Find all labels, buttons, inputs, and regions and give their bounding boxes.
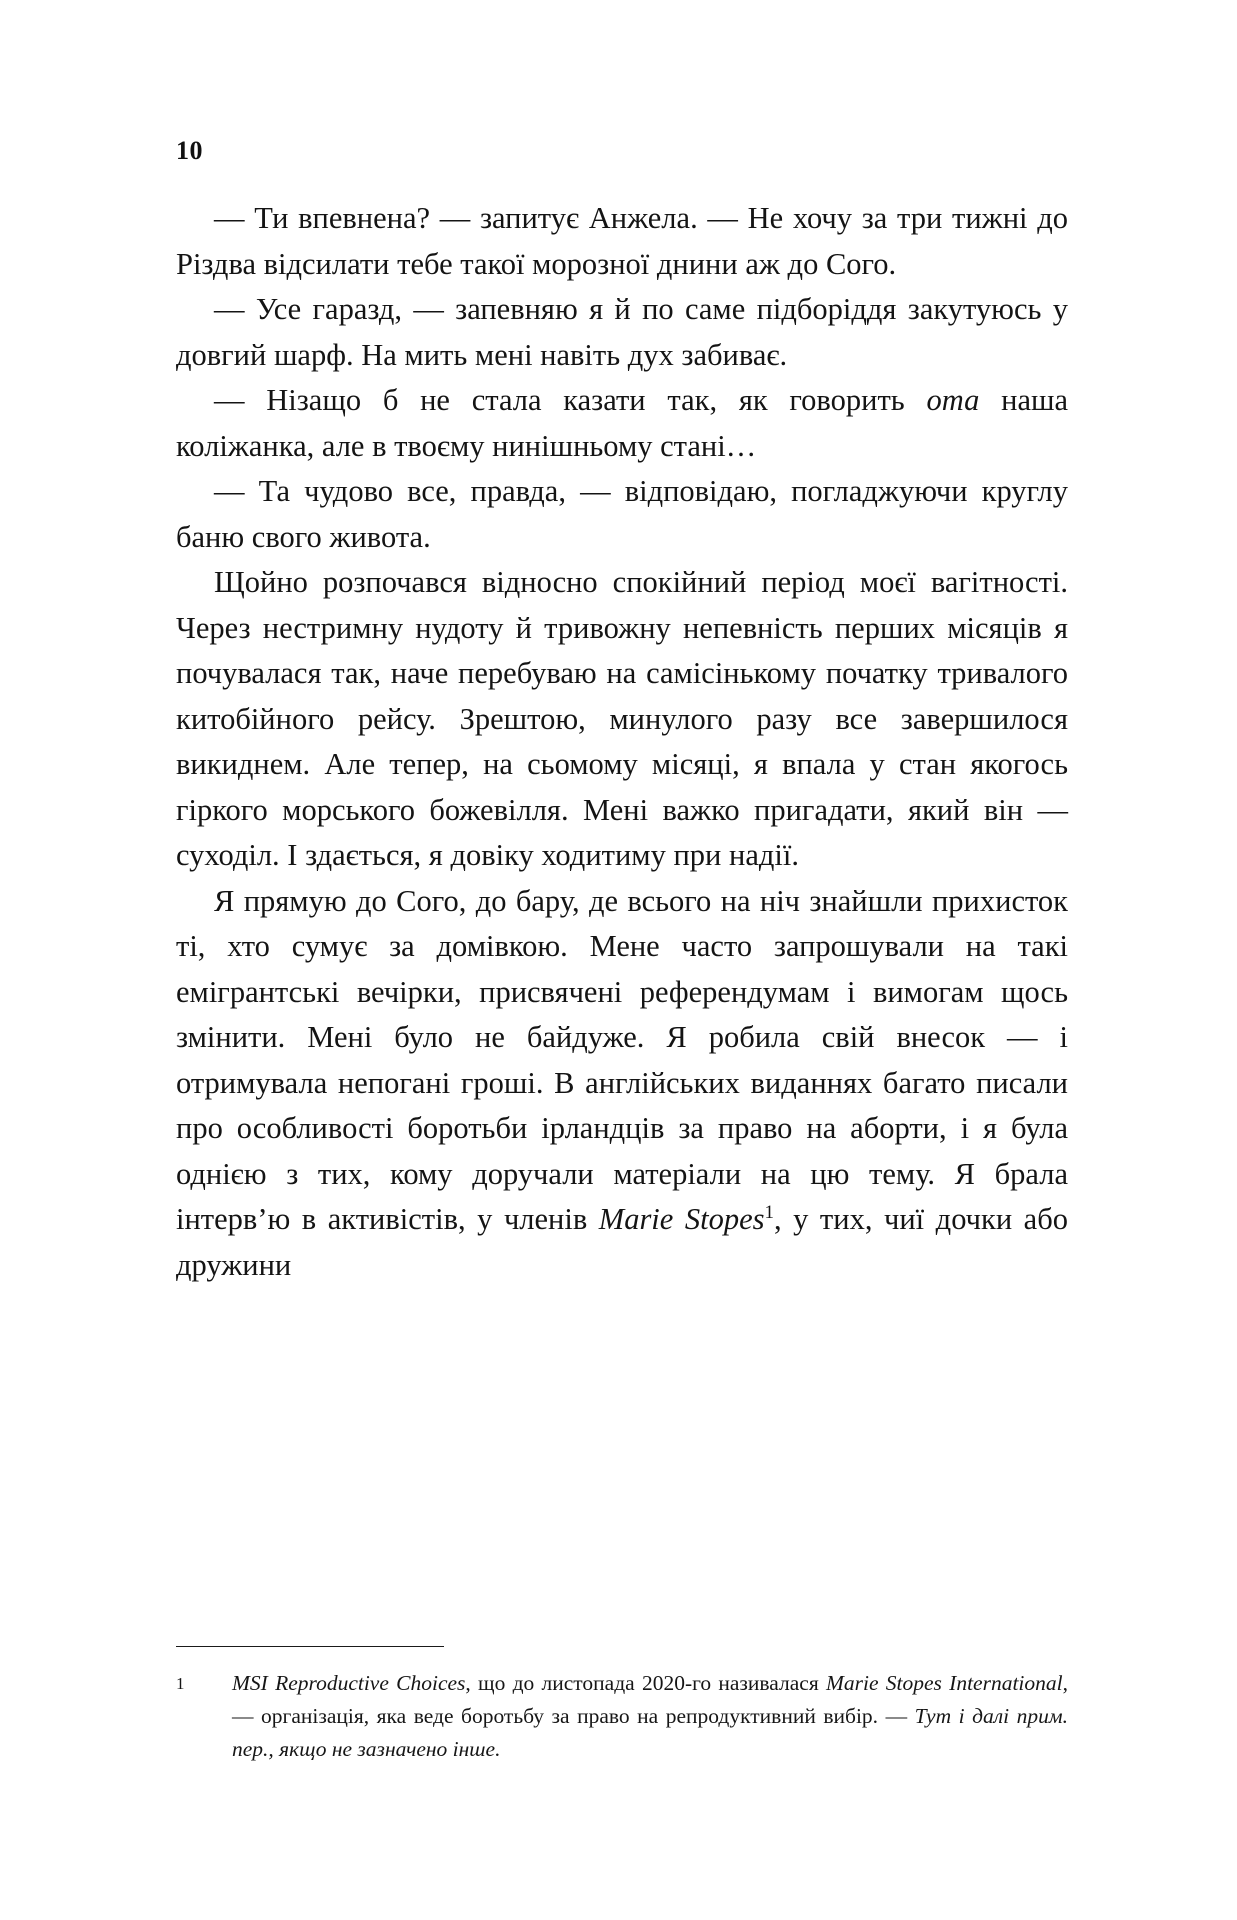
emphasis-text: MSI Reproductive Choices: [232, 1671, 466, 1695]
paragraph: [176, 287, 1068, 378]
paragraph: [176, 879, 1068, 1289]
text-run: Щойно розпочався відносно спокійний період моєї вагітності. Через нестримну нудоту й тривожну непевність перших місяців я почувалася так, наче перебуваю на самісінькому початку тривалого китобійного рейсу. Зрештою, минулого разу все завершилося викиднем. Але тепер, на сьомому місяці, я впала у стан якогось гіркого морського божевілля. Мені важко пригадати, який він — суходіл. І здається, я довіку ходитиму при надії.: [176, 565, 1068, 872]
text-run: , у тих, чиї дочки або дружини: [176, 1202, 1068, 1282]
page-number: 10: [176, 136, 203, 165]
footnote-list: [176, 1667, 1068, 1766]
text-run: — Та чудово все, правда, — відповідаю, погладжуючи круглу баню свого живота.: [176, 474, 1068, 554]
footnote-area: [176, 1646, 1068, 1766]
paragraph: [176, 560, 1068, 879]
footnote-separator: [176, 1646, 444, 1647]
paragraph: [176, 196, 1068, 287]
text-run: Я прямую до Сого, до бару, де всього на ніч знайшли прихисток ті, хто сумує за домівкою. Мене часто запрошували на такі емігрантські вечірки, присвячені референдумам і вимогам щось змінити. Мені було не байдуже. Я робила свій внесок — і отримувала непогані гроші. В англійських виданнях багато писали про особливості боротьби ірландців за право на аборти, і я була однією з тих, кому доручали матеріали на цю тему. Я брала інтерв’ю в активістів, у членів: [176, 883, 1068, 1236]
paragraph: [176, 378, 1068, 469]
emphasis-text: ота: [926, 383, 980, 417]
body-text: [176, 196, 1068, 1288]
text-run: , — організація, яка веде боротьбу за право на репродуктивний вибір. —: [232, 1671, 1068, 1728]
footnote-marker: 1: [176, 1674, 185, 1693]
emphasis-text: Marie Stopes: [598, 1202, 765, 1236]
footnote-reference[interactable]: 1: [764, 1201, 774, 1223]
paragraph: [176, 469, 1068, 560]
text-run: — Нізащо б не стала казати так, як говорить: [214, 383, 927, 417]
text-run: наша коліжанка, але в твоєму нинішньому стані…: [176, 383, 1068, 463]
emphasis-text: Marie Stopes International: [825, 1671, 1063, 1695]
text-run: , що до листопада 2020-го називалася: [465, 1671, 826, 1695]
text-run: — Ти впевнена? — запитує Анжела. — Не хочу за три тижні до Різдва відсилати тебе такої морозної днини аж до Сого.: [176, 201, 1068, 281]
emphasis-text: Тут і далі прим. пер., якщо не зазначено інше.: [232, 1704, 1068, 1761]
footnote: [176, 1667, 1068, 1766]
text-run: — Усе гаразд, — запевняю я й по саме підборіддя закутуюсь у довгий шарф. На мить мені навіть дух забиває.: [176, 292, 1068, 372]
